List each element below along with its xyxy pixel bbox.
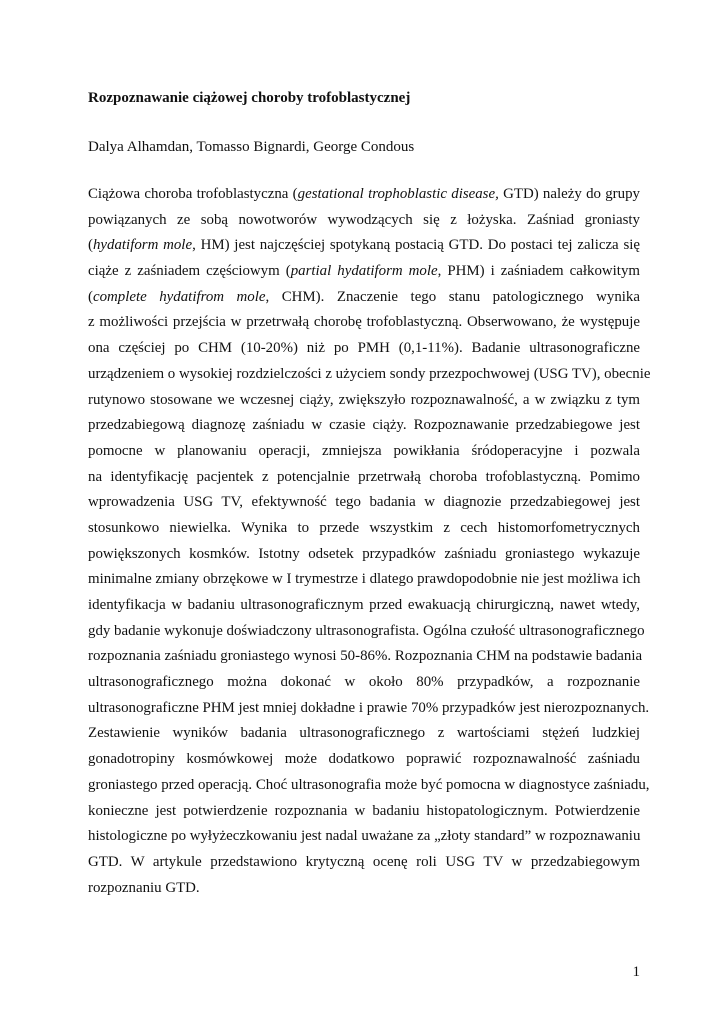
- abstract-text: stosunkowo niewielka. Wynika to przede wszystkim z cech histomorfometrycznych: [88, 519, 640, 536]
- abstract-line: [88, 567, 640, 593]
- abstract-italic-term: gestational trophoblastic disease,: [297, 186, 499, 202]
- abstract-text: identyfikacja w badaniu ultrasonograficznym przed ewakuacją chirurgiczną, nawet wtedy,: [88, 597, 640, 613]
- abstract-line: [88, 799, 640, 825]
- abstract-text: rozpoznania zaśniadu groniastego wynosi 50-86%. Rozpoznania CHM na podstawie badania: [88, 648, 643, 665]
- abstract-text: Ciążowa choroba trofoblastyczna (: [88, 186, 298, 202]
- abstract-line: [88, 388, 640, 414]
- abstract-text: , CHM). Znaczenie tego stanu patologicznego wynika: [265, 288, 640, 305]
- abstract-line: [88, 619, 645, 645]
- abstract-line: [88, 670, 640, 696]
- abstract-line: [88, 233, 640, 259]
- abstract-line: [88, 542, 640, 568]
- abstract-text: ona częściej po CHM (10-20%) niż po PMH (0,1-11%). Badanie ultrasonograficzne: [88, 340, 640, 357]
- abstract-line: [88, 413, 640, 439]
- abstract-line: [88, 310, 640, 336]
- abstract-text: , PHM) i zaśniadem całkowitym: [437, 263, 640, 280]
- abstract-text: (: [88, 237, 93, 254]
- abstract-text: wprowadzenia USG TV, efektywność tego badania w diagnozie przedzabiegowej jest: [88, 494, 640, 511]
- abstract-text: urządzeniem o wysokiej rozdzielczości z użyciem sondy przezpochwowej (USG TV), obecnie: [88, 365, 651, 382]
- abstract-line: [88, 362, 651, 388]
- abstract-text: na identyfikację pacjentek z potencjalnie przetrwałą choroba trofoblastyczną. Pomimo: [88, 468, 640, 485]
- abstract-paragraph: [88, 182, 651, 901]
- abstract-text: gonadotropiny kosmówkowej może dodatkowo poprawić rozpoznawalność zaśniadu: [88, 751, 640, 768]
- abstract-line: [88, 593, 640, 619]
- abstract-line: [88, 285, 640, 311]
- abstract-italic-term: hydatiform mole: [92, 237, 193, 254]
- abstract-line: [88, 773, 650, 799]
- abstract-line: [88, 182, 640, 208]
- abstract-text: GTD. W artykule przedstawiono krytyczną ocenę roli USG TV w przedzabiegowym: [88, 853, 640, 870]
- abstract-text: rutynowo stosowane we wczesnej ciąży, zwiększyło rozpoznawalność, a w związku z tym: [88, 391, 640, 408]
- abstract-text: (: [88, 288, 93, 305]
- abstract-text: minimalne zmiany obrzękowe w I trymestrze i dlatego prawdopodobnie nie jest możliwa ich: [88, 571, 641, 588]
- abstract-line: [88, 208, 640, 234]
- abstract-text: ciąże z zaśniadem częściowym (: [88, 263, 291, 280]
- abstract-text: ultrasonograficzne PHM jest mniej dokładne i prawie 70% przypadków jest nierozpoznanych.: [88, 699, 650, 716]
- abstract-line: [88, 824, 640, 850]
- abstract-line: [88, 516, 640, 542]
- abstract-text: Zestawienie wyników badania ultrasonograficznego z wartościami stężeń ludzkiej: [88, 725, 640, 742]
- abstract-line: [88, 696, 650, 722]
- abstract-line: [88, 850, 640, 876]
- abstract-line: [88, 721, 640, 747]
- abstract-line: [88, 259, 640, 285]
- abstract-line: [88, 644, 643, 670]
- abstract-italic-term: complete hydatifrom mole: [92, 288, 266, 305]
- abstract-text: GTD) należy do grupy: [498, 186, 640, 202]
- abstract-text: , HM) jest najczęściej spotykaną postacią GTD. Do postaci tej zalicza się: [192, 237, 640, 254]
- abstract-text: powiększonych kosmków. Istotny odsetek przypadków zaśniadu groniastego wykazuje: [88, 545, 640, 562]
- abstract-text: z możliwości przejścia w przetrwałą chorobę trofoblastyczną. Obserwowano, że występuje: [88, 314, 640, 331]
- abstract-line: [88, 490, 640, 516]
- abstract-line: [88, 465, 640, 491]
- abstract-text: gdy badanie wykonuje doświadczony ultrasonografista. Ogólna czułość ultrasonograficznego: [88, 622, 645, 639]
- abstract-text: histologiczne po wyłyżeczkowaniu jest nadal uważane za „złoty standard” w rozpoznawaniu: [88, 828, 641, 845]
- abstract-text: ultrasonograficznego można dokonać w około 80% przypadków, a rozpoznanie: [88, 674, 640, 691]
- abstract-text: groniastego przed operacją. Choć ultrasonografia może być pomocna w diagnostyce zaśniadu,: [88, 776, 650, 793]
- abstract-text: rozpoznaniu GTD.: [88, 879, 200, 896]
- abstract-line: [88, 876, 640, 902]
- abstract-text: konieczne jest potwierdzenie rozpoznania w badaniu histopatologicznym. Potwierdzenie: [88, 802, 640, 819]
- abstract-line: [88, 439, 640, 465]
- author-list: Dalya Alhamdan, Tomasso Bignardi, George Condous: [88, 139, 415, 155]
- abstract-text: powiązanych ze sobą nowotworów wywodzących się z łożyska. Zaśniad groniasty: [88, 211, 640, 228]
- abstract-line: [88, 747, 640, 773]
- abstract-line: [88, 336, 640, 362]
- abstract-italic-term: partial hydatiform mole: [290, 263, 438, 280]
- page-number: 1: [632, 964, 640, 980]
- article-title: Rozpoznawanie ciążowej choroby trofoblastycznej: [88, 90, 411, 106]
- abstract-text: przedzabiegową diagnozę zaśniadu w czasie ciąży. Rozpoznawanie przedzabiegowe jest: [88, 417, 640, 434]
- abstract-text: pomocne w planowaniu operacji, zmniejsza powikłania śródoperacyjne i pozwala: [88, 442, 640, 459]
